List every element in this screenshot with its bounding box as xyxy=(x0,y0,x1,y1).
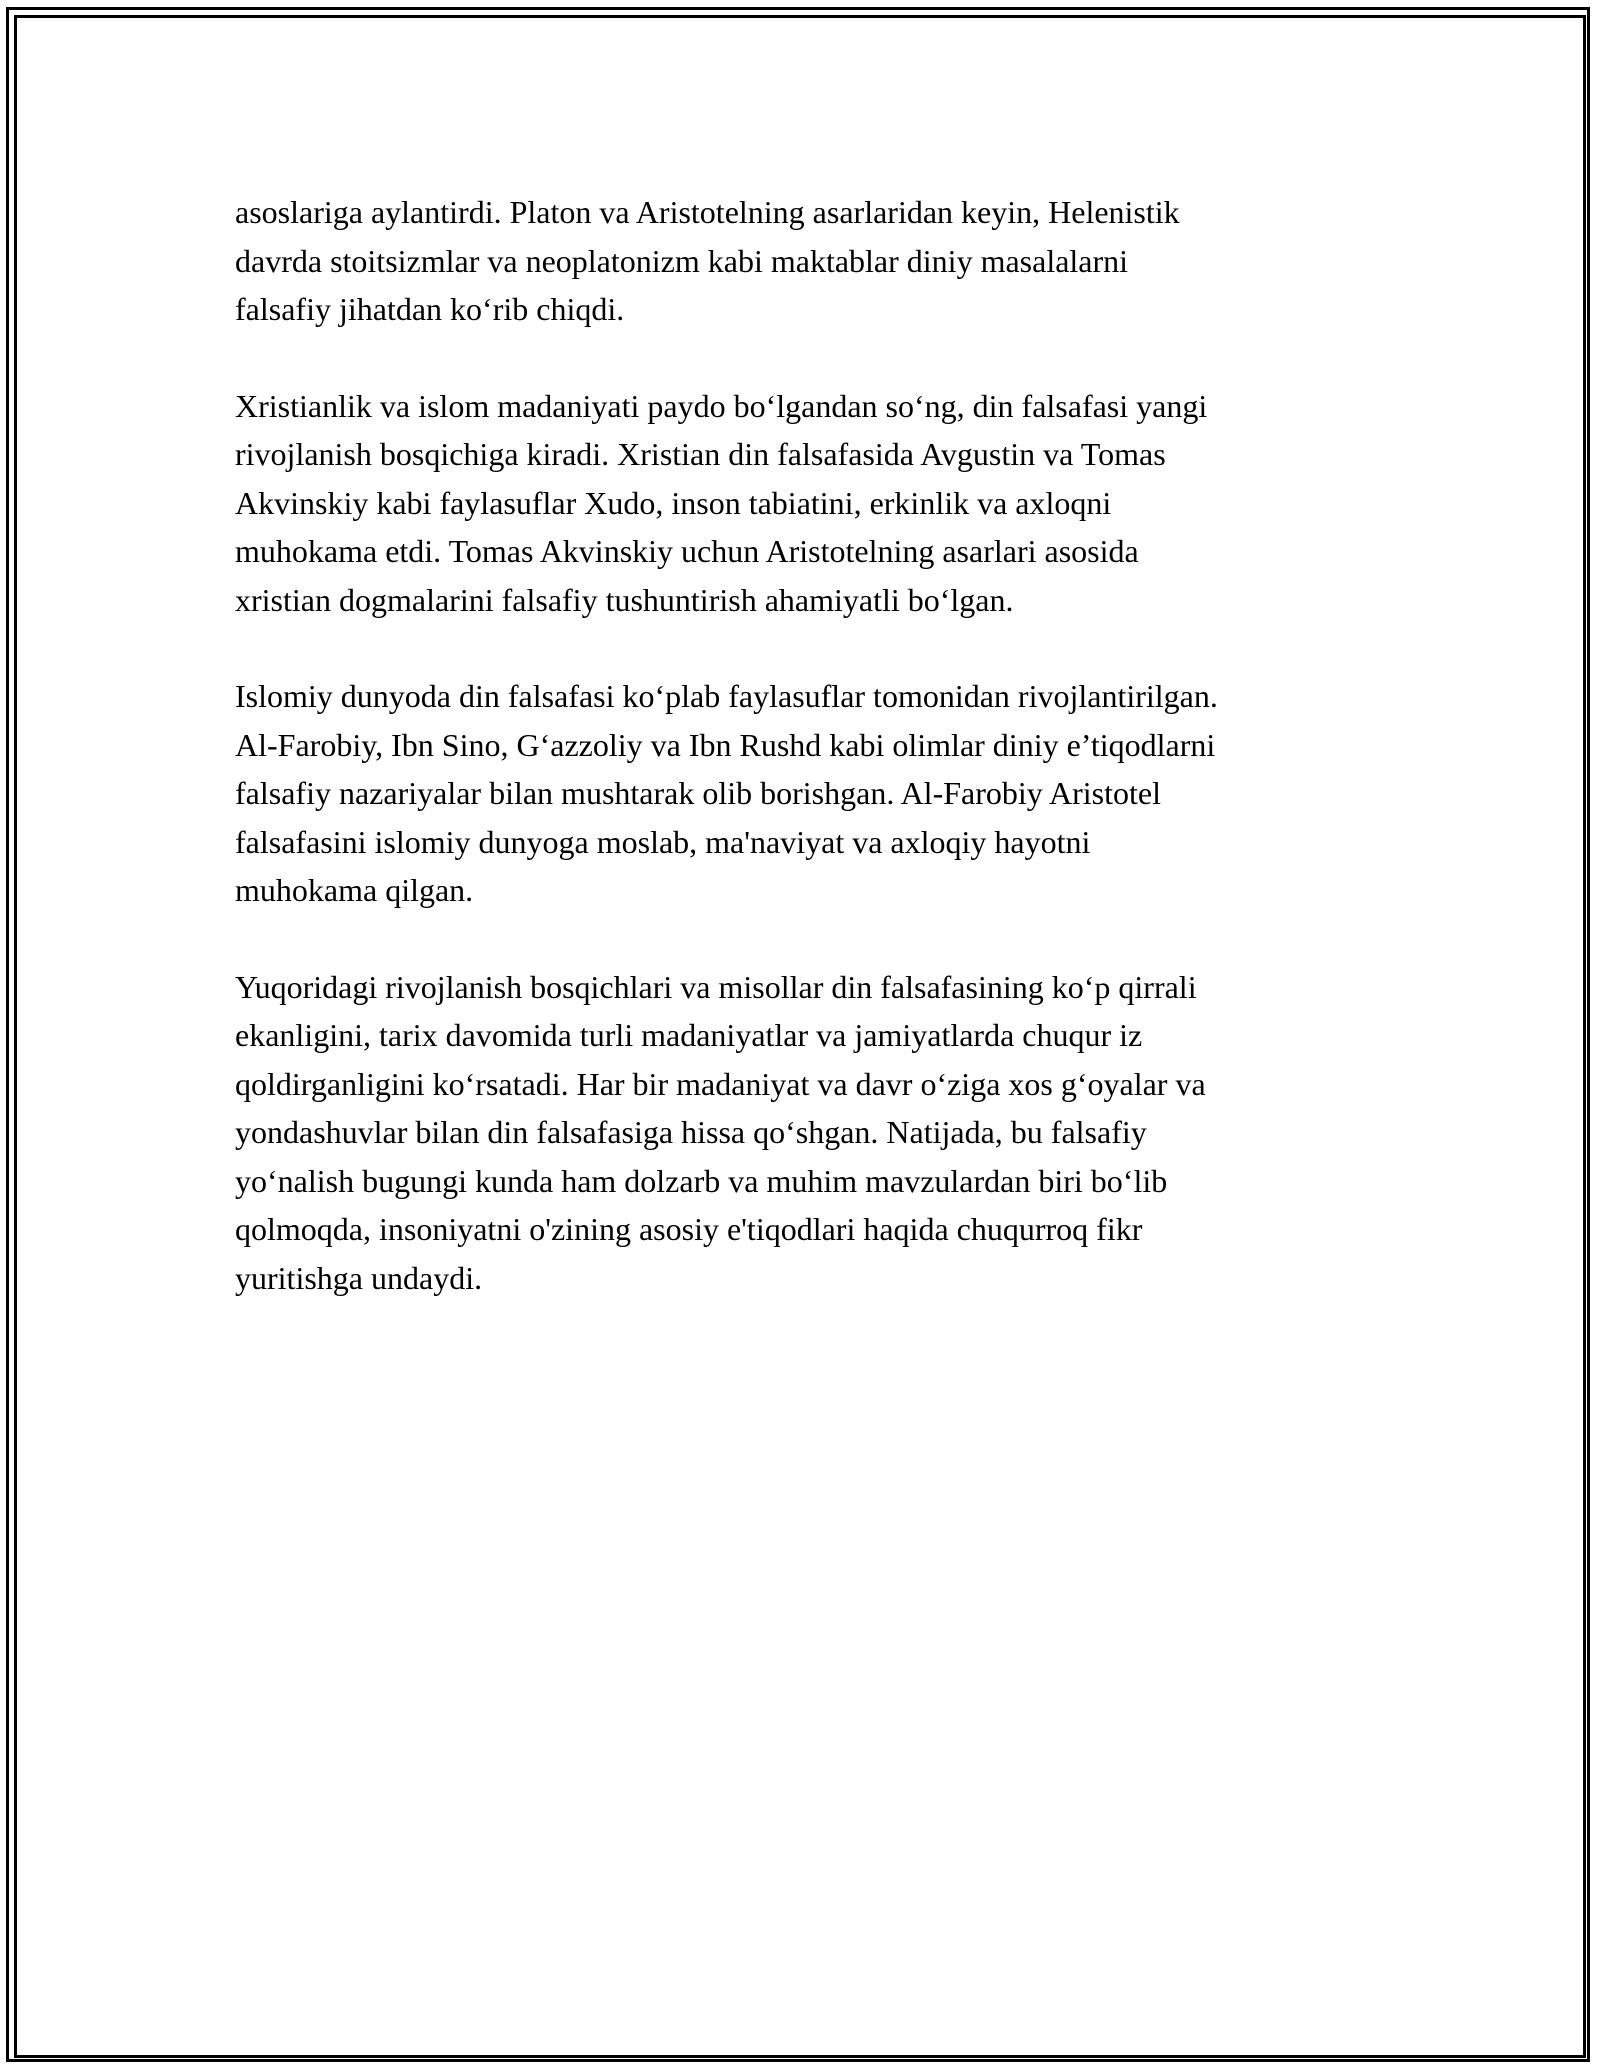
text-line: xristian dogmalarini falsafiy tushuntirish ahamiyatli bo‘lgan. xyxy=(235,581,1014,618)
text-line: qolmoqda, insoniyatni o'zining asosiy e'tiqodlari haqida chuqurroq fikr xyxy=(235,1211,1143,1247)
paragraph-1 xyxy=(235,188,1365,334)
text-line: muhokama qilgan. xyxy=(235,872,474,908)
text-line: falsafiy jihatdan ko‘rib chiqdi. xyxy=(235,291,625,327)
text-line: Akvinskiy kabi faylasuflar Xudo, inson tabiatini, erkinlik va axloqni xyxy=(235,484,1112,521)
paragraph-4 xyxy=(235,963,1365,1303)
text-line: Islomiy dunyoda din falsafasi ko‘plab faylasuflar tomonidan rivojlantirilgan. xyxy=(235,678,1218,714)
text-line: muhokama etdi. Tomas Akvinskiy uchun Aristotelning asarlari asosida xyxy=(235,533,1139,569)
text-line: Xristianlik va islom madaniyati paydo bo‘lgandan so‘ng, din falsafasi yangi xyxy=(235,387,1208,424)
paragraph-2 xyxy=(235,382,1365,625)
text-line: falsafasini islomiy dunyoga moslab, ma'naviyat va axloqiy hayotni xyxy=(235,823,1091,860)
document-body xyxy=(235,188,1365,1350)
text-line: Al-Farobiy, Ibn Sino, G‘azzoliy va Ibn Rushd kabi olimlar diniy e’tiqodlarni xyxy=(235,726,1216,763)
text-line: yo‘nalish bugungi kunda ham dolzarb va muhim mavzulardan biri bo‘lib xyxy=(235,1162,1168,1199)
text-line: asoslariga aylantirdi. Platon va Aristotelning asarlaridan keyin, Helenistik xyxy=(235,194,1180,230)
text-line: Yuqoridagi rivojlanish bosqichlari va misollar din falsafasining ko‘p qirrali xyxy=(235,968,1197,1005)
text-line: davrda stoitsizmlar va neoplatonizm kabi maktablar diniy masalalarni xyxy=(235,242,1129,279)
text-line: ekanligini, tarix davomida turli madaniyatlar va jamiyatlarda chuqur iz xyxy=(235,1017,1143,1053)
text-line: yuritishga undaydi. xyxy=(235,1259,483,1296)
text-line: falsafiy nazariyalar bilan mushtarak olib borishgan. Al-Farobiy Aristotel xyxy=(235,775,1161,811)
text-line: qoldirganligini ko‘rsatadi. Har bir madaniyat va davr o‘ziga xos g‘oyalar va xyxy=(235,1065,1206,1102)
text-line: rivojlanish bosqichiga kiradi. Xristian din falsafasida Avgustin va Tomas xyxy=(235,436,1166,472)
paragraph-3 xyxy=(235,672,1365,915)
text-line: yondashuvlar bilan din falsafasiga hissa qo‘shgan. Natijada, bu falsafiy xyxy=(235,1114,1147,1150)
